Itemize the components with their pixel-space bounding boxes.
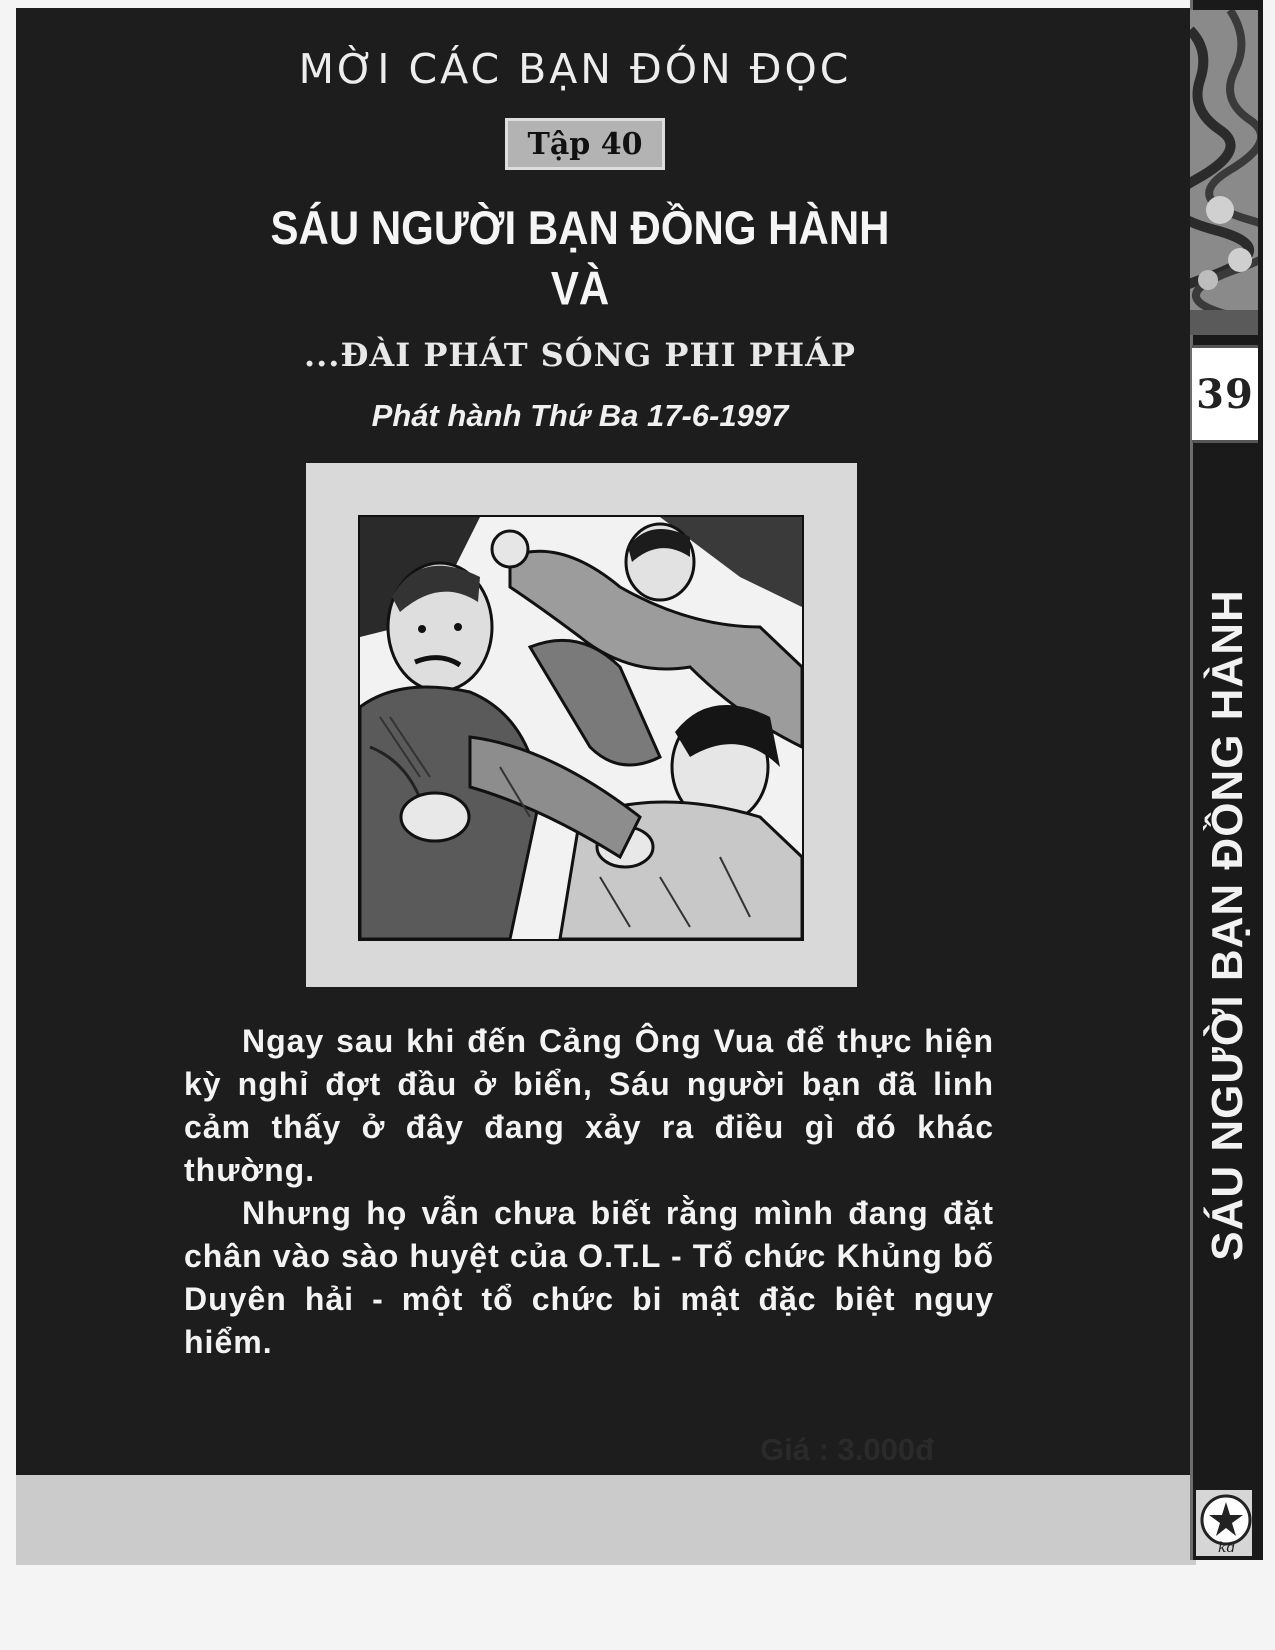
spine-artwork — [1190, 10, 1258, 335]
release-date: Phát hành Thứ Ba 17-6-1997 — [371, 398, 789, 433]
spine-volume-number: 39 — [1196, 370, 1254, 418]
volume-badge: Tập 40 — [505, 118, 665, 170]
price-label: Giá : 3.000đ — [760, 1432, 935, 1467]
book-title-line2: VÀ — [550, 261, 610, 315]
fight-scene-illustration — [358, 515, 804, 941]
blurb-paragraph-1: Ngay sau khi đến Cảng Ông Vua để thực hiện kỳ nghỉ đợt đầu ở biển, Sáu người bạn đã linh cảm thấy ở đây đang xảy ra điều gì đó khác thường. — [184, 1023, 994, 1188]
book-title — [250, 198, 910, 319]
price-band — [16, 1475, 1196, 1565]
star-emblem-icon — [1196, 1490, 1252, 1556]
book-title-line1: SÁU NGƯỜI BẠN ĐỒNG HÀNH — [270, 201, 890, 254]
blurb-paragraph-2: Nhưng họ vẫn chưa biết rằng mình đang đặt chân vào sào huyệt của O.T.L - Tổ chức Khủng bố Duyên hải - một tổ chức bi mật đặc biệt nguy hiểm. — [184, 1195, 994, 1360]
spine-volume-box — [1192, 345, 1258, 443]
promo-header: MỜI CÁC BẠN ĐÓN ĐỌC — [298, 45, 852, 93]
spine-title: SÁU NGƯỜI BẠN ĐỒNG HÀNH — [1203, 589, 1252, 1261]
book-subtitle: ...ĐÀI PHÁT SÓNG PHI PHÁP — [304, 336, 856, 374]
blurb — [184, 1020, 994, 1364]
logo-text: kd — [1218, 1540, 1236, 1556]
